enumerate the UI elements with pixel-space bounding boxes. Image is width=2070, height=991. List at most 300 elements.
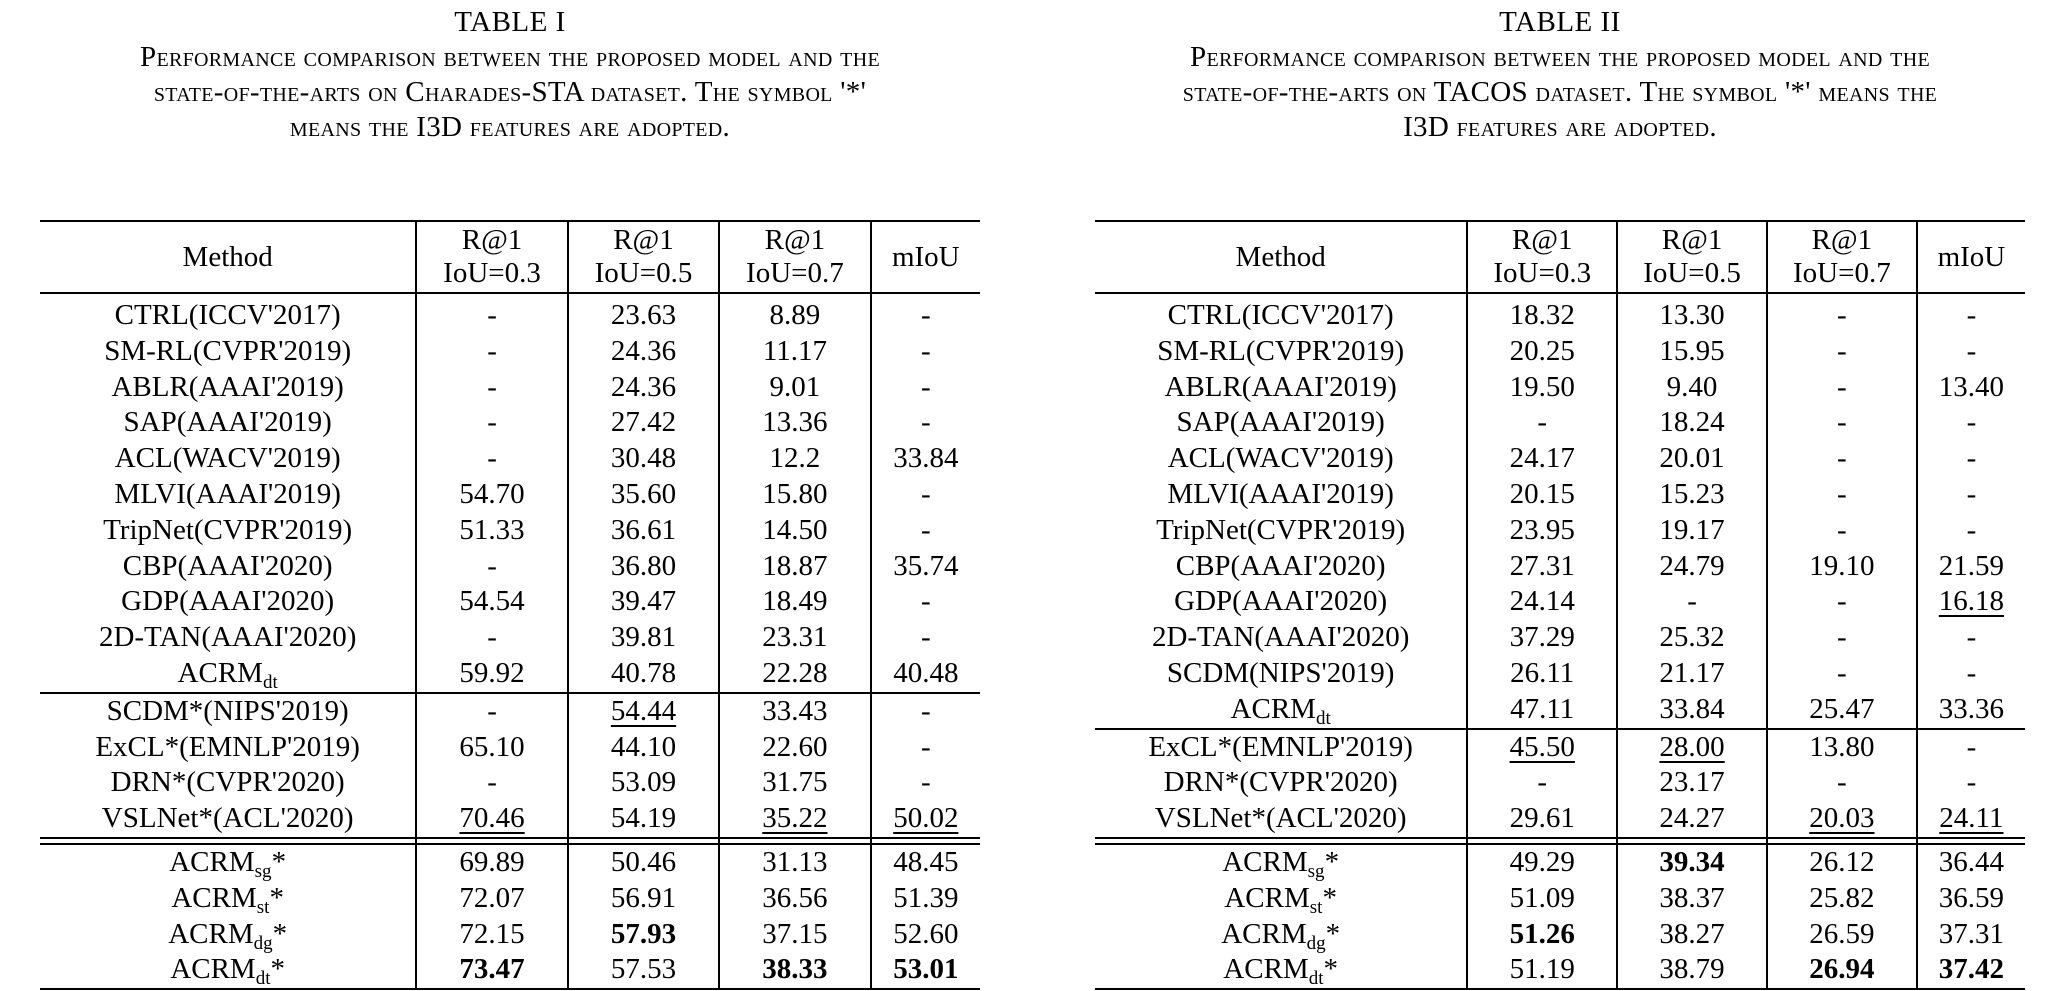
- value-cell: [871, 844, 980, 881]
- table-row: [1095, 656, 2025, 692]
- method-cell: MLVI(AAAI'2019): [114, 477, 341, 510]
- value-cell: [1767, 584, 1917, 620]
- value-text: -: [1966, 299, 1977, 331]
- table-row: [1095, 334, 2025, 370]
- value-text: -: [487, 442, 497, 475]
- table-row: [1095, 917, 2025, 953]
- value-cell: [1767, 405, 1917, 441]
- table-row: [1095, 952, 2025, 989]
- value-text: 24.17: [1509, 442, 1575, 475]
- value-text: 33.43: [762, 694, 828, 727]
- value-text: -: [1966, 766, 1977, 799]
- value-text: 13.36: [762, 406, 828, 439]
- method-cell: $ACRM_{dt}*$: [1095, 952, 1467, 989]
- value-text: 18.87: [762, 549, 828, 582]
- value-cell: [1467, 298, 1617, 334]
- caption-line: Performance comparison between the proposed model and the: [140, 41, 880, 73]
- value-text: 18.24: [1659, 406, 1725, 439]
- method-cell: $ACRM_{dt}$: [177, 656, 278, 693]
- table-row: [1095, 729, 2025, 766]
- column-header-line: Method: [182, 240, 273, 273]
- table-row: [1095, 405, 2025, 441]
- method-cell: TripNet(CVPR'2019): [1156, 513, 1406, 546]
- column-header: [871, 221, 980, 293]
- value-text: 40.78: [610, 656, 677, 689]
- value-text: -: [1837, 513, 1847, 546]
- value-cell: [1467, 801, 1617, 838]
- method-cell: ExCL*(EMNLP'2019): [1095, 729, 1467, 766]
- value-text: -: [1837, 656, 1847, 689]
- method-cell: $ACRM_{dg}*$: [168, 917, 288, 954]
- method-cell: $ACRM_{dg}*$: [1221, 917, 1341, 954]
- value-text: -: [1537, 406, 1548, 439]
- table-row: [40, 620, 980, 656]
- value-cell: [1917, 334, 2025, 370]
- value-text: -: [1966, 513, 1977, 546]
- value-cell: [719, 730, 870, 766]
- value-cell: [871, 584, 980, 620]
- value-text: 35.74: [893, 549, 959, 582]
- method-cell: $ACRM_{st}*$: [1224, 881, 1337, 918]
- value-cell: [1767, 801, 1917, 838]
- method-cell: VSLNet*(ACL'2020): [101, 802, 354, 835]
- value-cell: [719, 844, 870, 881]
- value-text: 28.00: [1659, 730, 1725, 763]
- method-cell: CBP(AAAI'2020): [1175, 549, 1386, 582]
- column-header-line: IoU=0.3: [1493, 257, 1592, 289]
- table-row: [40, 730, 980, 766]
- value-text: 54.54: [459, 585, 525, 618]
- value-text: 51.33: [459, 513, 525, 546]
- method-subscript: st: [256, 896, 270, 918]
- value-text: 24.36: [610, 334, 677, 367]
- table-1: [40, 0, 980, 990]
- column-header-line: R@1: [764, 224, 826, 256]
- value-cell: [1767, 729, 1917, 766]
- value-cell: [1767, 620, 1917, 656]
- table-row: [40, 477, 980, 513]
- value-text: 20.01: [1659, 442, 1725, 475]
- value-cell: [568, 584, 719, 620]
- value-text: 36.80: [610, 549, 677, 582]
- value-text-best: 73.47: [459, 953, 525, 986]
- value-cell: [1767, 917, 1917, 953]
- value-cell: [1917, 513, 2025, 549]
- value-cell: [1467, 334, 1617, 370]
- value-cell: [871, 765, 980, 801]
- value-text: 50.02: [893, 802, 959, 835]
- method-cell: CTRL(ICCV'2017): [114, 299, 341, 331]
- value-text: 15.95: [1659, 334, 1725, 367]
- value-cell: [719, 620, 870, 656]
- caption-line: I3D features are adopted.: [1403, 111, 1717, 143]
- value-text: 20.25: [1509, 334, 1575, 367]
- value-text: 13.40: [1938, 370, 2005, 403]
- value-cell: [871, 656, 980, 693]
- value-text: 36.61: [610, 513, 677, 546]
- value-cell: [871, 952, 980, 989]
- table-caption: [40, 40, 980, 148]
- value-text: -: [1837, 299, 1847, 331]
- value-cell: [871, 405, 980, 441]
- value-text: 31.75: [762, 766, 828, 799]
- table-row: [40, 765, 980, 801]
- value-text: -: [1837, 370, 1847, 403]
- table-row: [1095, 584, 2025, 620]
- value-cell: [1767, 477, 1917, 513]
- value-text: 24.11: [1939, 802, 2004, 835]
- value-cell: [416, 513, 567, 549]
- value-text: 69.89: [459, 845, 525, 878]
- value-cell: [1767, 298, 1917, 334]
- table-row: [40, 917, 980, 953]
- value-cell: [1767, 844, 1917, 881]
- value-text: 25.32: [1659, 621, 1725, 654]
- value-cell: [871, 334, 980, 370]
- value-cell: [719, 441, 870, 477]
- value-text: -: [920, 766, 931, 799]
- method-cell: CBP(AAAI'2020): [122, 549, 333, 582]
- value-cell: [1917, 952, 2025, 989]
- value-cell: [568, 765, 719, 801]
- table-row: [1095, 620, 2025, 656]
- method-cell: SAP(AAAI'2019): [1176, 406, 1385, 439]
- method-cell: VSLNet*(ACL'2020): [1154, 802, 1407, 835]
- value-cell: [1617, 952, 1767, 989]
- method-cell: $ACRM_{dt}*$: [40, 952, 416, 989]
- value-cell: [1917, 549, 2025, 585]
- value-cell: [568, 549, 719, 585]
- value-cell: [719, 881, 870, 917]
- value-text: 19.50: [1509, 370, 1575, 403]
- column-header: [719, 221, 870, 293]
- value-cell: [719, 549, 870, 585]
- caption-line: state-of-the-arts on Charades-STA dataset. The symbol '*': [153, 76, 867, 108]
- table-row: [1095, 801, 2025, 838]
- value-text: 72.15: [459, 917, 525, 950]
- value-text: 20.15: [1509, 477, 1575, 510]
- value-text: 24.36: [610, 370, 677, 403]
- value-text: 35.60: [610, 477, 677, 510]
- method-subscript: sg: [1307, 860, 1325, 882]
- table-row: [1095, 513, 2025, 549]
- column-header-line: IoU=0.5: [594, 257, 693, 289]
- value-text: 40.48: [893, 656, 959, 689]
- method-cell: 2D-TAN(AAAI'2020): [98, 621, 357, 654]
- column-header-line: IoU=0.7: [746, 257, 844, 289]
- value-cell: [416, 881, 567, 917]
- value-text: -: [1837, 334, 1847, 367]
- value-cell: [1617, 298, 1767, 334]
- value-cell: [871, 513, 980, 549]
- value-text-best: 51.26: [1509, 917, 1575, 950]
- value-cell: [568, 693, 719, 730]
- caption-line: means the I3D features are adopted.: [289, 111, 731, 143]
- value-cell: [719, 298, 870, 334]
- value-text: 12.2: [769, 442, 821, 475]
- value-cell: [1467, 881, 1617, 917]
- table-row: [1095, 765, 2025, 801]
- value-text: -: [1966, 656, 1977, 689]
- value-text: -: [487, 766, 497, 799]
- value-cell: [1617, 692, 1767, 729]
- value-cell: [1767, 952, 1917, 989]
- value-text-best: 37.42: [1938, 953, 2005, 986]
- value-cell: [719, 693, 870, 730]
- column-header-line: R@1: [461, 224, 523, 256]
- value-text: 8.89: [769, 299, 821, 331]
- value-text: 70.46: [459, 802, 525, 835]
- value-cell: [871, 477, 980, 513]
- value-text: 22.28: [762, 656, 828, 689]
- column-header: [1917, 221, 2025, 293]
- table-2: [1095, 0, 2025, 990]
- table-header: [40, 221, 980, 293]
- value-cell: [568, 730, 719, 766]
- table-row: [1095, 844, 2025, 881]
- value-cell: [1617, 584, 1767, 620]
- value-text: 49.29: [1509, 845, 1575, 878]
- value-cell: [871, 881, 980, 917]
- value-cell: [1917, 917, 2025, 953]
- results-table: [1095, 220, 2025, 990]
- value-text: 65.10: [459, 730, 525, 763]
- value-text: -: [1837, 585, 1847, 618]
- value-text: 9.40: [1666, 370, 1718, 403]
- value-cell: [568, 477, 719, 513]
- value-cell: [1617, 370, 1767, 406]
- value-cell: [1767, 765, 1917, 801]
- table-row: [40, 844, 980, 881]
- value-text: -: [1966, 477, 1977, 510]
- table-row: [40, 881, 980, 917]
- table-row: [1095, 298, 2025, 334]
- value-cell: [871, 917, 980, 953]
- column-header-line: R@1: [1511, 224, 1573, 256]
- value-text: 22.60: [762, 730, 828, 763]
- value-cell: [1767, 656, 1917, 692]
- value-cell: [1617, 405, 1767, 441]
- value-cell: [1617, 917, 1767, 953]
- table-row: [40, 441, 980, 477]
- value-text: 11.17: [762, 334, 827, 367]
- value-text: 26.11: [1510, 656, 1575, 689]
- method-cell: MLVI(AAAI'2019): [1167, 477, 1394, 510]
- value-text: 23.95: [1509, 513, 1575, 546]
- value-cell: [1617, 549, 1767, 585]
- method-cell: ACL(WACV'2019): [1167, 442, 1394, 475]
- value-cell: [719, 334, 870, 370]
- value-cell: [1917, 765, 2025, 801]
- value-text: 18.32: [1509, 299, 1575, 331]
- value-text: 54.44: [610, 694, 677, 727]
- value-text: 48.45: [893, 845, 959, 878]
- column-header-line: mIoU: [1937, 240, 2006, 273]
- value-text: -: [1966, 406, 1977, 439]
- value-cell: [416, 844, 567, 881]
- value-text: 26.12: [1809, 845, 1875, 878]
- value-text: -: [1837, 477, 1847, 510]
- value-cell: [568, 952, 719, 989]
- value-text: -: [920, 406, 931, 439]
- value-text: 29.61: [1509, 802, 1575, 835]
- table-row: [40, 549, 980, 585]
- table-row: [40, 513, 980, 549]
- value-text: 38.37: [1659, 881, 1725, 914]
- value-text: 51.09: [1509, 881, 1575, 914]
- value-text: 30.48: [610, 442, 677, 475]
- value-cell: [1617, 881, 1767, 917]
- value-cell: [719, 584, 870, 620]
- method-subscript: dt: [1308, 968, 1324, 990]
- value-cell: [1767, 881, 1917, 917]
- value-cell: [1467, 765, 1617, 801]
- column-header: [1095, 221, 1467, 293]
- value-text: -: [1537, 766, 1548, 799]
- value-cell: [871, 620, 980, 656]
- value-cell: [719, 801, 870, 838]
- method-subscript: sg: [254, 860, 272, 882]
- value-cell: [719, 917, 870, 953]
- value-cell: [871, 693, 980, 730]
- value-cell: [1917, 801, 2025, 838]
- value-cell: [1917, 405, 2025, 441]
- value-text: -: [920, 334, 931, 367]
- table-row: [40, 801, 980, 838]
- value-cell: [1617, 513, 1767, 549]
- value-text: 15.23: [1659, 477, 1725, 510]
- value-text: 15.80: [762, 477, 828, 510]
- method-cell: ExCL*(EMNLP'2019): [95, 730, 360, 763]
- value-cell: [1617, 656, 1767, 692]
- value-cell: [1467, 441, 1617, 477]
- value-text: -: [920, 730, 931, 763]
- value-text: 37.15: [762, 917, 828, 950]
- value-text: 16.18: [1938, 585, 2005, 618]
- method-cell: GDP(AAAI'2020): [1174, 585, 1388, 618]
- value-cell: [1617, 441, 1767, 477]
- table-row: [40, 584, 980, 620]
- value-cell: [719, 405, 870, 441]
- method-cell: SAP(AAAI'2019): [123, 406, 332, 439]
- table-row: [40, 693, 980, 730]
- table-header: [1095, 221, 2025, 293]
- value-text: 39.81: [610, 621, 677, 654]
- method-subscript: dt: [1315, 707, 1331, 729]
- value-text: 36.59: [1938, 881, 2005, 914]
- value-cell: [1917, 370, 2025, 406]
- value-cell: [1617, 620, 1767, 656]
- value-text: 36.56: [762, 881, 828, 914]
- value-cell: [1617, 729, 1767, 766]
- method-cell: GDP(AAAI'2020): [121, 585, 335, 618]
- value-text: 24.14: [1509, 585, 1575, 618]
- value-text: 33.84: [893, 442, 959, 475]
- method-cell: SCDM*(NIPS'2019): [40, 693, 416, 730]
- value-cell: [568, 620, 719, 656]
- value-cell: [416, 298, 567, 334]
- value-cell: [719, 765, 870, 801]
- method-cell: DRN*(CVPR'2020): [1163, 766, 1398, 799]
- value-text: -: [1687, 585, 1697, 618]
- header-row: [1095, 221, 2025, 293]
- column-header: [40, 221, 416, 293]
- value-cell: [1917, 844, 2025, 881]
- value-text: -: [920, 585, 931, 618]
- value-text: 47.11: [1510, 692, 1575, 725]
- value-text: 31.13: [762, 845, 828, 878]
- value-text-best: 57.93: [610, 917, 677, 950]
- value-cell: [1917, 298, 2025, 334]
- value-cell: [1917, 656, 2025, 692]
- value-text: 13.30: [1659, 299, 1725, 331]
- value-text: 27.31: [1509, 549, 1575, 582]
- value-cell: [416, 620, 567, 656]
- value-cell: [1767, 441, 1917, 477]
- value-text: 38.79: [1659, 953, 1725, 986]
- value-text: -: [920, 621, 931, 654]
- value-cell: [568, 917, 719, 953]
- value-cell: [719, 656, 870, 693]
- value-text: 9.01: [769, 370, 821, 403]
- value-cell: [416, 765, 567, 801]
- value-cell: [1917, 620, 2025, 656]
- table-row: [1095, 881, 2025, 917]
- value-text: 36.44: [1938, 845, 2005, 878]
- value-cell: [568, 370, 719, 406]
- table-body: [1095, 293, 2025, 989]
- table-row: [40, 952, 980, 989]
- column-header-line: IoU=0.3: [443, 257, 541, 289]
- value-cell: [871, 298, 980, 334]
- value-text: -: [1837, 442, 1847, 475]
- value-text-best: 39.34: [1659, 845, 1725, 878]
- value-cell: [871, 370, 980, 406]
- value-text: 25.82: [1809, 881, 1875, 914]
- value-text: 72.07: [459, 881, 525, 914]
- value-cell: [416, 334, 567, 370]
- value-text: -: [920, 370, 931, 403]
- value-text: 14.50: [762, 513, 828, 546]
- value-cell: [1467, 477, 1617, 513]
- value-text: 24.27: [1659, 802, 1725, 835]
- table-row: [40, 370, 980, 406]
- method-cell: ACL(WACV'2019): [114, 442, 341, 475]
- value-cell: [1467, 370, 1617, 406]
- method-cell: $ACRM_{sg}*$: [1095, 844, 1467, 881]
- value-cell: [568, 405, 719, 441]
- value-cell: [416, 693, 567, 730]
- value-text: 13.80: [1809, 730, 1875, 763]
- table-row: [1095, 549, 2025, 585]
- value-cell: [416, 656, 567, 693]
- value-cell: [1917, 881, 2025, 917]
- table-row: [40, 298, 980, 334]
- value-cell: [416, 549, 567, 585]
- table-row: [1095, 477, 2025, 513]
- value-text: 26.59: [1809, 917, 1875, 950]
- value-cell: [871, 549, 980, 585]
- method-subscript: st: [1309, 896, 1323, 918]
- value-cell: [1917, 692, 2025, 729]
- value-cell: [1767, 334, 1917, 370]
- table-caption: [1095, 40, 2025, 148]
- column-header-line: R@1: [613, 224, 674, 256]
- caption-line: state-of-the-arts on TACOS dataset. The symbol '*' means the: [1182, 76, 1938, 108]
- value-text: -: [487, 406, 497, 439]
- value-text: 45.50: [1509, 730, 1575, 763]
- value-text: 21.59: [1938, 549, 2005, 582]
